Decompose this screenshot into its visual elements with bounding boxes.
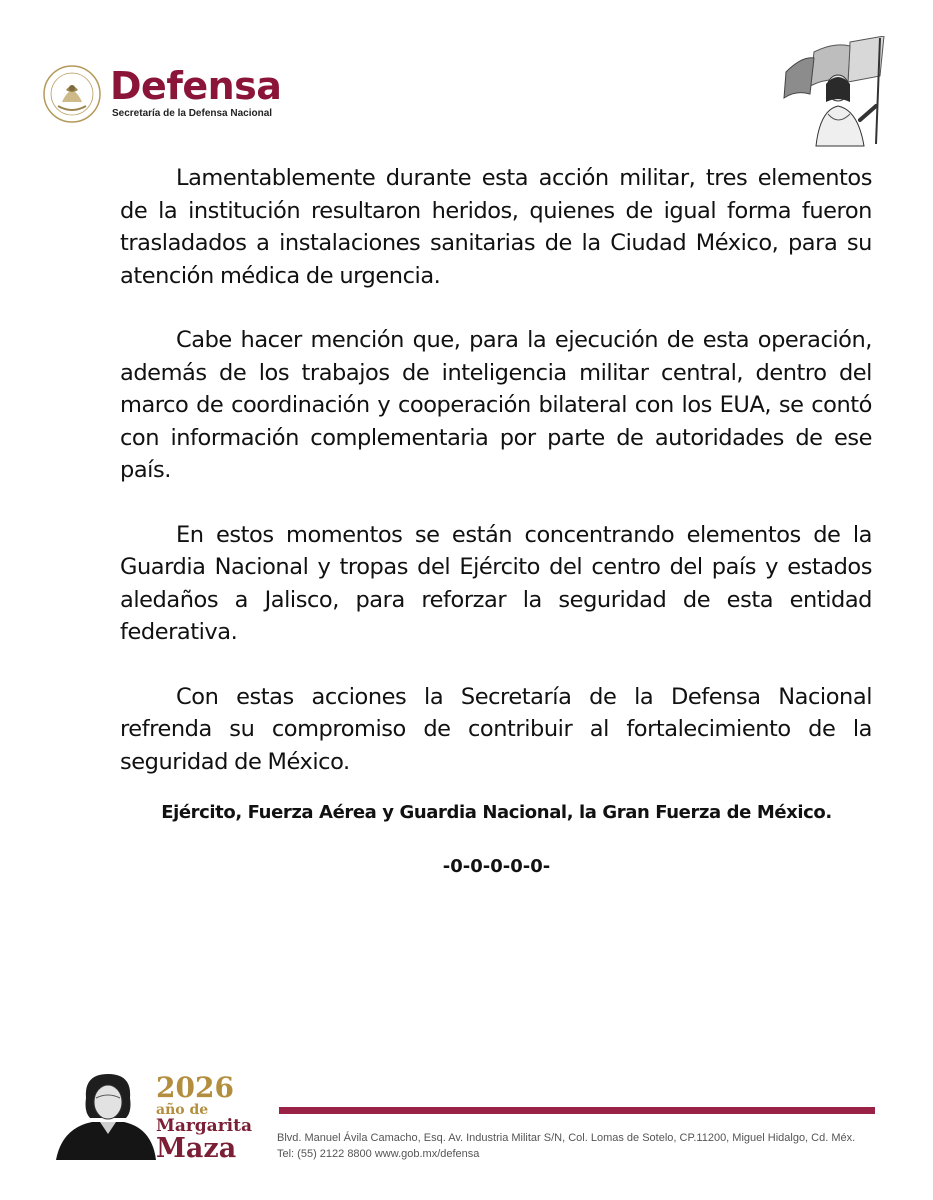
press-release-body [120, 162, 872, 810]
year-badge [156, 1071, 252, 1164]
institutional-motto: Ejército, Fuerza Aérea y Guardia Nacional, la Gran Fuerza de México. [161, 802, 832, 823]
national-seal-icon [42, 64, 102, 124]
paragraph-troop-concentration: En estos momentos se están concentrando elementos de la Guardia Nacional y tropas del Ejército del centro del país y estados aledaños a Jalisco, para reforzar la seguridad de esta entidad federativa. [120, 521, 872, 645]
brand-block [110, 66, 281, 119]
letterhead [0, 0, 933, 150]
footer-address-line: Blvd. Manuel Ávila Camacho, Esq. Av. Industria Militar S/N, Col. Lomas de Sotelo, CP.11200, Miguel Hidalgo, Cd. Méx. [277, 1132, 856, 1144]
year-first-name: Margarita [156, 1116, 252, 1136]
margarita-maza-portrait-icon [56, 1068, 156, 1160]
footer-address-block [277, 1130, 917, 1162]
footer-contact-line: Tel: (55) 2122 8800 www.gob.mx/defensa [277, 1148, 480, 1160]
heroine-with-flag-illustration-icon [780, 36, 892, 148]
brand-subtitle: Secretaría de la Defensa Nacional [112, 108, 273, 119]
end-of-document-mark: -0-0-0-0-0- [442, 856, 551, 877]
footer-divider [279, 1107, 875, 1114]
year-number: 2026 [156, 1071, 234, 1104]
year-last-name: Maza [156, 1133, 237, 1164]
brand-name: Defensa [110, 64, 282, 108]
paragraph-commitment: Con estas acciones la Secretaría de la Defensa Nacional refrenda su compromiso de contribuir al fortalecimiento de la seguridad de México. [120, 683, 872, 775]
paragraph-injured-elements: Lamentablemente durante esta acción militar, tres elementos de la institución resultaron heridos, quienes de igual forma fueron trasladados a instalaciones sanitarias de la Ciudad México, para su atención médica de urgencia. [120, 165, 872, 289]
paragraph-bilateral-cooperation: Cabe hacer mención que, para la ejecución de esta operación, además de los trabajos de inteligencia militar central, dentro del marco de coordinación y cooperación bilateral con los EUA, se contó con información complementaria por parte de autoridades de ese país. [120, 327, 872, 483]
year-ano-de: año de [156, 1102, 209, 1118]
